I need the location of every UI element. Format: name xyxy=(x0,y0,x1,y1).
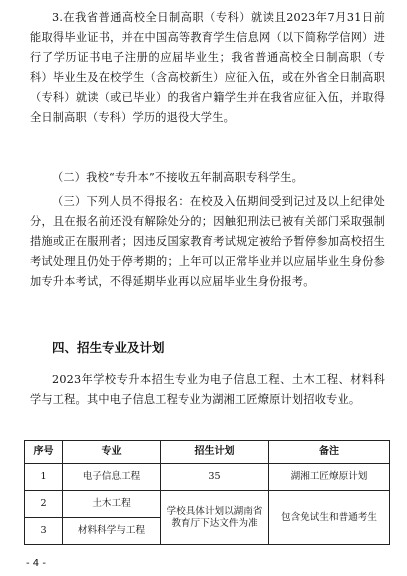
cell-plan: 35 xyxy=(161,464,269,491)
enrollment-plan-table xyxy=(24,440,390,545)
header-cell-note: 备注 xyxy=(269,441,390,464)
cell-number: 2 xyxy=(25,491,63,518)
paragraph-excluded-persons: （三）下列人员不得报名：在校及入伍期间受到记过及以上纪律处分，且在报名前还没有解除处分的；因触犯刑法已被有关部门采取强制措施或正在服刑者；因违反国家教育考试规定被给予暂停参加高校招生考试处理且仍处于停考期的；上年可以正常毕业并以应届毕业生身份参加专升本考试，不得延期毕业再以应届毕业生身份报考。 xyxy=(30,195,385,288)
cell-number: 3 xyxy=(25,518,63,545)
table-header-row xyxy=(25,441,390,464)
paragraph-item-3: 3.在我省普通高校全日制高职（专科）就读且2023年7月31日前能取得毕业证书，并在中国高等教育学生信息网（以下简称学信网）进行了学历证书电子注册的应届毕业生；我省普通高校全日制高职（专科）毕业生及在校学生（含高校新生）应征入伍，或在外省全日制高职（专科）就读（或已毕业）的我省户籍学生并在我省应征入伍，并取得全日制高职（专科）学历的退役大学生。 xyxy=(30,11,385,124)
cell-major: 材料科学与工程 xyxy=(63,518,161,545)
cell-note-merged: 包含免试生和普通考生 xyxy=(269,491,390,545)
header-cell-plan: 招生计划 xyxy=(161,441,269,464)
page-number: - 4 - xyxy=(26,558,46,569)
cell-note: 湖湘工匠燎原计划 xyxy=(269,464,390,491)
header-cell-major: 专业 xyxy=(63,441,161,464)
section-heading-majors-plan: 四、招生专业及计划 xyxy=(52,340,165,355)
cell-number: 1 xyxy=(25,464,63,491)
table-row xyxy=(25,464,390,491)
paragraph-not-accept-five-year: （二）我校“专升本”不接收五年制高职专科学生。 xyxy=(52,171,303,184)
header-cell-number: 序号 xyxy=(25,441,63,464)
paragraph-majors-intro: 2023年学校专升本招生专业为电子信息工程、土木工程、材料科学与工程。其中电子信息工程专业为湖湘工匠燎原计划招收专业。 xyxy=(30,373,385,406)
cell-major: 土木工程 xyxy=(63,491,161,518)
cell-plan-merged: 学校具体计划以湖南省教育厅下达文件为准 xyxy=(161,491,269,545)
table-row xyxy=(25,491,390,518)
cell-major: 电子信息工程 xyxy=(63,464,161,491)
